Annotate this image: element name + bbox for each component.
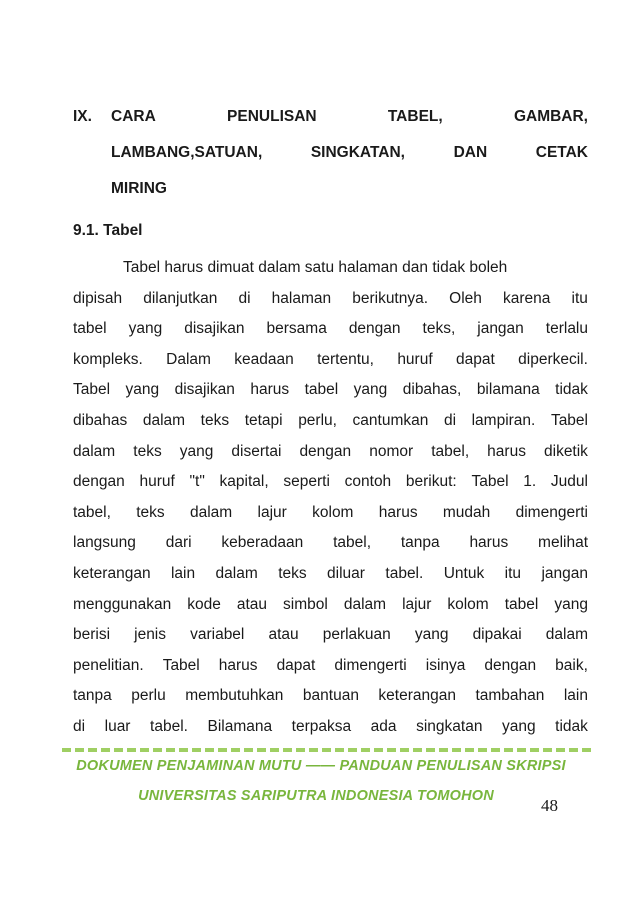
word: yang bbox=[353, 381, 388, 399]
word: kompleks. bbox=[73, 350, 143, 368]
word: membutuhkan bbox=[185, 687, 284, 705]
chapter-title-line-2 bbox=[111, 144, 588, 162]
word: seperti bbox=[283, 473, 330, 491]
word: harus bbox=[218, 656, 258, 674]
chapter-title-line-3 bbox=[111, 180, 588, 198]
word: dalam bbox=[142, 411, 186, 429]
chapter-title-word: SINGKATAN, bbox=[310, 144, 405, 161]
paragraph-line bbox=[73, 620, 588, 651]
word: baik, bbox=[555, 656, 588, 674]
word: Dalam bbox=[166, 350, 211, 368]
word: jangan bbox=[541, 564, 588, 582]
word: dalam bbox=[545, 626, 588, 644]
footer-document-title: DOKUMEN PENJAMINAN MUTU —— PANDUAN PENULISAN SKRIPSI bbox=[76, 758, 566, 774]
footer-divider bbox=[62, 748, 592, 752]
word: contoh bbox=[344, 473, 392, 491]
chapter-title-word: GAMBAR, bbox=[513, 108, 588, 125]
word: karena bbox=[503, 289, 551, 307]
word: tabel bbox=[304, 381, 339, 399]
paragraph-line bbox=[73, 406, 588, 437]
paragraph-line bbox=[73, 284, 588, 315]
word: perlakuan bbox=[322, 626, 391, 644]
word: itu bbox=[571, 289, 588, 307]
paragraph-line bbox=[73, 375, 588, 406]
word: tabel, bbox=[73, 503, 111, 521]
word: teks bbox=[133, 442, 162, 460]
word: berikut: bbox=[405, 473, 457, 491]
paragraph-line bbox=[73, 590, 588, 621]
word: langsung bbox=[73, 534, 136, 552]
word: keterangan bbox=[73, 564, 151, 582]
word: teks bbox=[136, 503, 165, 521]
word: Judul bbox=[550, 473, 588, 491]
word: teks bbox=[200, 411, 230, 429]
word: Tabel bbox=[73, 381, 111, 399]
paragraph-line bbox=[73, 681, 588, 712]
word: lampiran. bbox=[471, 411, 536, 429]
word: diketik bbox=[544, 442, 588, 460]
word: disertai bbox=[231, 442, 282, 460]
word: atau bbox=[268, 626, 299, 644]
word: Tabel bbox=[162, 656, 200, 674]
word: halaman bbox=[271, 289, 332, 307]
word: tabel. bbox=[150, 717, 188, 735]
word: dari bbox=[165, 534, 192, 552]
word: tabel, bbox=[333, 534, 372, 552]
paragraph-line bbox=[73, 437, 588, 468]
word: dengan bbox=[299, 442, 352, 460]
paragraph-line bbox=[73, 712, 588, 743]
word: cantumkan bbox=[352, 411, 429, 429]
word: teks bbox=[278, 564, 307, 582]
word: penelitian. bbox=[73, 656, 144, 674]
chapter-number: IX. bbox=[73, 108, 92, 125]
word: dalam bbox=[215, 564, 258, 582]
section-heading: 9.1. Tabel bbox=[73, 222, 143, 239]
word: harus bbox=[469, 534, 509, 552]
paragraph-line bbox=[73, 498, 588, 529]
word: Tabel bbox=[550, 411, 588, 429]
word: di bbox=[73, 717, 86, 735]
word: Untuk bbox=[443, 564, 485, 582]
word: Oleh bbox=[449, 289, 482, 307]
word: lajur bbox=[402, 595, 432, 613]
word: disajikan bbox=[174, 381, 235, 399]
word: diperkecil. bbox=[518, 350, 588, 368]
word: menggunakan bbox=[73, 595, 172, 613]
word: yang bbox=[128, 320, 163, 338]
paragraph-line bbox=[73, 345, 588, 376]
chapter-title-word: LAMBANG,SATUAN, bbox=[111, 144, 263, 161]
word: teks, bbox=[422, 320, 456, 338]
word: lajur bbox=[257, 503, 287, 521]
word: harus bbox=[378, 503, 418, 521]
paragraph-line bbox=[73, 314, 588, 345]
word: berisi bbox=[73, 626, 111, 644]
word: kapital, bbox=[219, 473, 269, 491]
word: huruf bbox=[139, 473, 175, 491]
word: ada bbox=[370, 717, 397, 735]
word: dalam bbox=[73, 442, 116, 460]
word: dimengerti bbox=[515, 503, 588, 521]
word: singkatan bbox=[416, 717, 483, 735]
word: bersama bbox=[266, 320, 327, 338]
word: dapat bbox=[456, 350, 495, 368]
word: perlu bbox=[131, 687, 166, 705]
word: nomor bbox=[369, 442, 414, 460]
word: disajikan bbox=[184, 320, 245, 338]
word: kode bbox=[187, 595, 221, 613]
word: dipisah bbox=[73, 289, 123, 307]
page-number: 48 bbox=[541, 796, 558, 815]
word: itu bbox=[504, 564, 522, 582]
word: terlalu bbox=[545, 320, 588, 338]
paragraph-line: Tabel harus dimuat dalam satu halaman dan tidak boleh bbox=[123, 259, 508, 276]
word: dengan bbox=[348, 320, 401, 338]
paragraph-line bbox=[73, 528, 588, 559]
word: jangan bbox=[477, 320, 524, 338]
footer-institution: UNIVERSITAS SARIPUTRA INDONESIA TOMOHON bbox=[138, 788, 494, 804]
word: dalam bbox=[189, 503, 233, 521]
paragraph-line bbox=[73, 651, 588, 682]
word: melihat bbox=[538, 534, 588, 552]
chapter-title-word: CETAK bbox=[535, 144, 588, 161]
word: mudah bbox=[442, 503, 491, 521]
word: tabel. bbox=[385, 564, 424, 582]
body-paragraph bbox=[73, 253, 588, 743]
chapter-title-word: TABEL, bbox=[387, 108, 443, 125]
word: yang bbox=[125, 381, 160, 399]
word: yang bbox=[554, 595, 588, 613]
word: variabel bbox=[190, 626, 245, 644]
chapter-title-line-1 bbox=[111, 108, 588, 126]
word: kolom bbox=[312, 503, 354, 521]
word: tabel, bbox=[431, 442, 470, 460]
word: dipakai bbox=[472, 626, 522, 644]
word: di bbox=[443, 411, 457, 429]
word: dapat bbox=[276, 656, 316, 674]
word: dalam bbox=[343, 595, 387, 613]
word: harus bbox=[250, 381, 290, 399]
word: keberadaan bbox=[221, 534, 304, 552]
word: tidak bbox=[555, 717, 588, 735]
paragraph-line bbox=[73, 467, 588, 498]
word: keadaan bbox=[234, 350, 294, 368]
word: "t" bbox=[189, 473, 205, 491]
word: tambahan bbox=[475, 687, 545, 705]
word: luar bbox=[104, 717, 131, 735]
word: harus bbox=[487, 442, 526, 460]
word: simbol bbox=[283, 595, 328, 613]
word: yang bbox=[502, 717, 536, 735]
word: jenis bbox=[134, 626, 167, 644]
word: berikutnya. bbox=[352, 289, 429, 307]
word: atau bbox=[236, 595, 268, 613]
word: yang bbox=[179, 442, 214, 460]
word: tabel bbox=[73, 320, 107, 338]
paragraph-line bbox=[73, 559, 588, 590]
word: Tabel bbox=[471, 473, 509, 491]
word: lain bbox=[563, 687, 588, 705]
word: tetapi bbox=[244, 411, 283, 429]
word: dengan bbox=[484, 656, 537, 674]
word: yang bbox=[414, 626, 449, 644]
word: perlu, bbox=[298, 411, 337, 429]
word: 1. bbox=[523, 473, 537, 491]
word: kolom bbox=[447, 595, 489, 613]
chapter-title-word: CARA bbox=[111, 108, 156, 125]
word: tanpa bbox=[73, 687, 112, 705]
word: tanpa bbox=[400, 534, 440, 552]
word: tertentu, bbox=[317, 350, 374, 368]
word: di bbox=[238, 289, 251, 307]
chapter-title-word: MIRING bbox=[111, 180, 167, 197]
chapter-title-word: PENULISAN bbox=[227, 108, 317, 125]
word: bilamana bbox=[476, 381, 540, 399]
word: keterangan bbox=[378, 687, 456, 705]
word: dibahas bbox=[73, 411, 128, 429]
word: bantuan bbox=[302, 687, 359, 705]
word: dimengerti bbox=[334, 656, 407, 674]
word: tabel bbox=[504, 595, 539, 613]
word: huruf bbox=[397, 350, 433, 368]
word: tidak bbox=[555, 381, 588, 399]
chapter-title-word: DAN bbox=[453, 144, 488, 161]
word: terpaksa bbox=[291, 717, 352, 735]
word: diluar bbox=[327, 564, 365, 582]
word: Bilamana bbox=[207, 717, 273, 735]
word: isinya bbox=[425, 656, 466, 674]
word: lain bbox=[170, 564, 196, 582]
word: dengan bbox=[73, 473, 125, 491]
word: dibahas, bbox=[402, 381, 462, 399]
word: dilanjutkan bbox=[143, 289, 218, 307]
